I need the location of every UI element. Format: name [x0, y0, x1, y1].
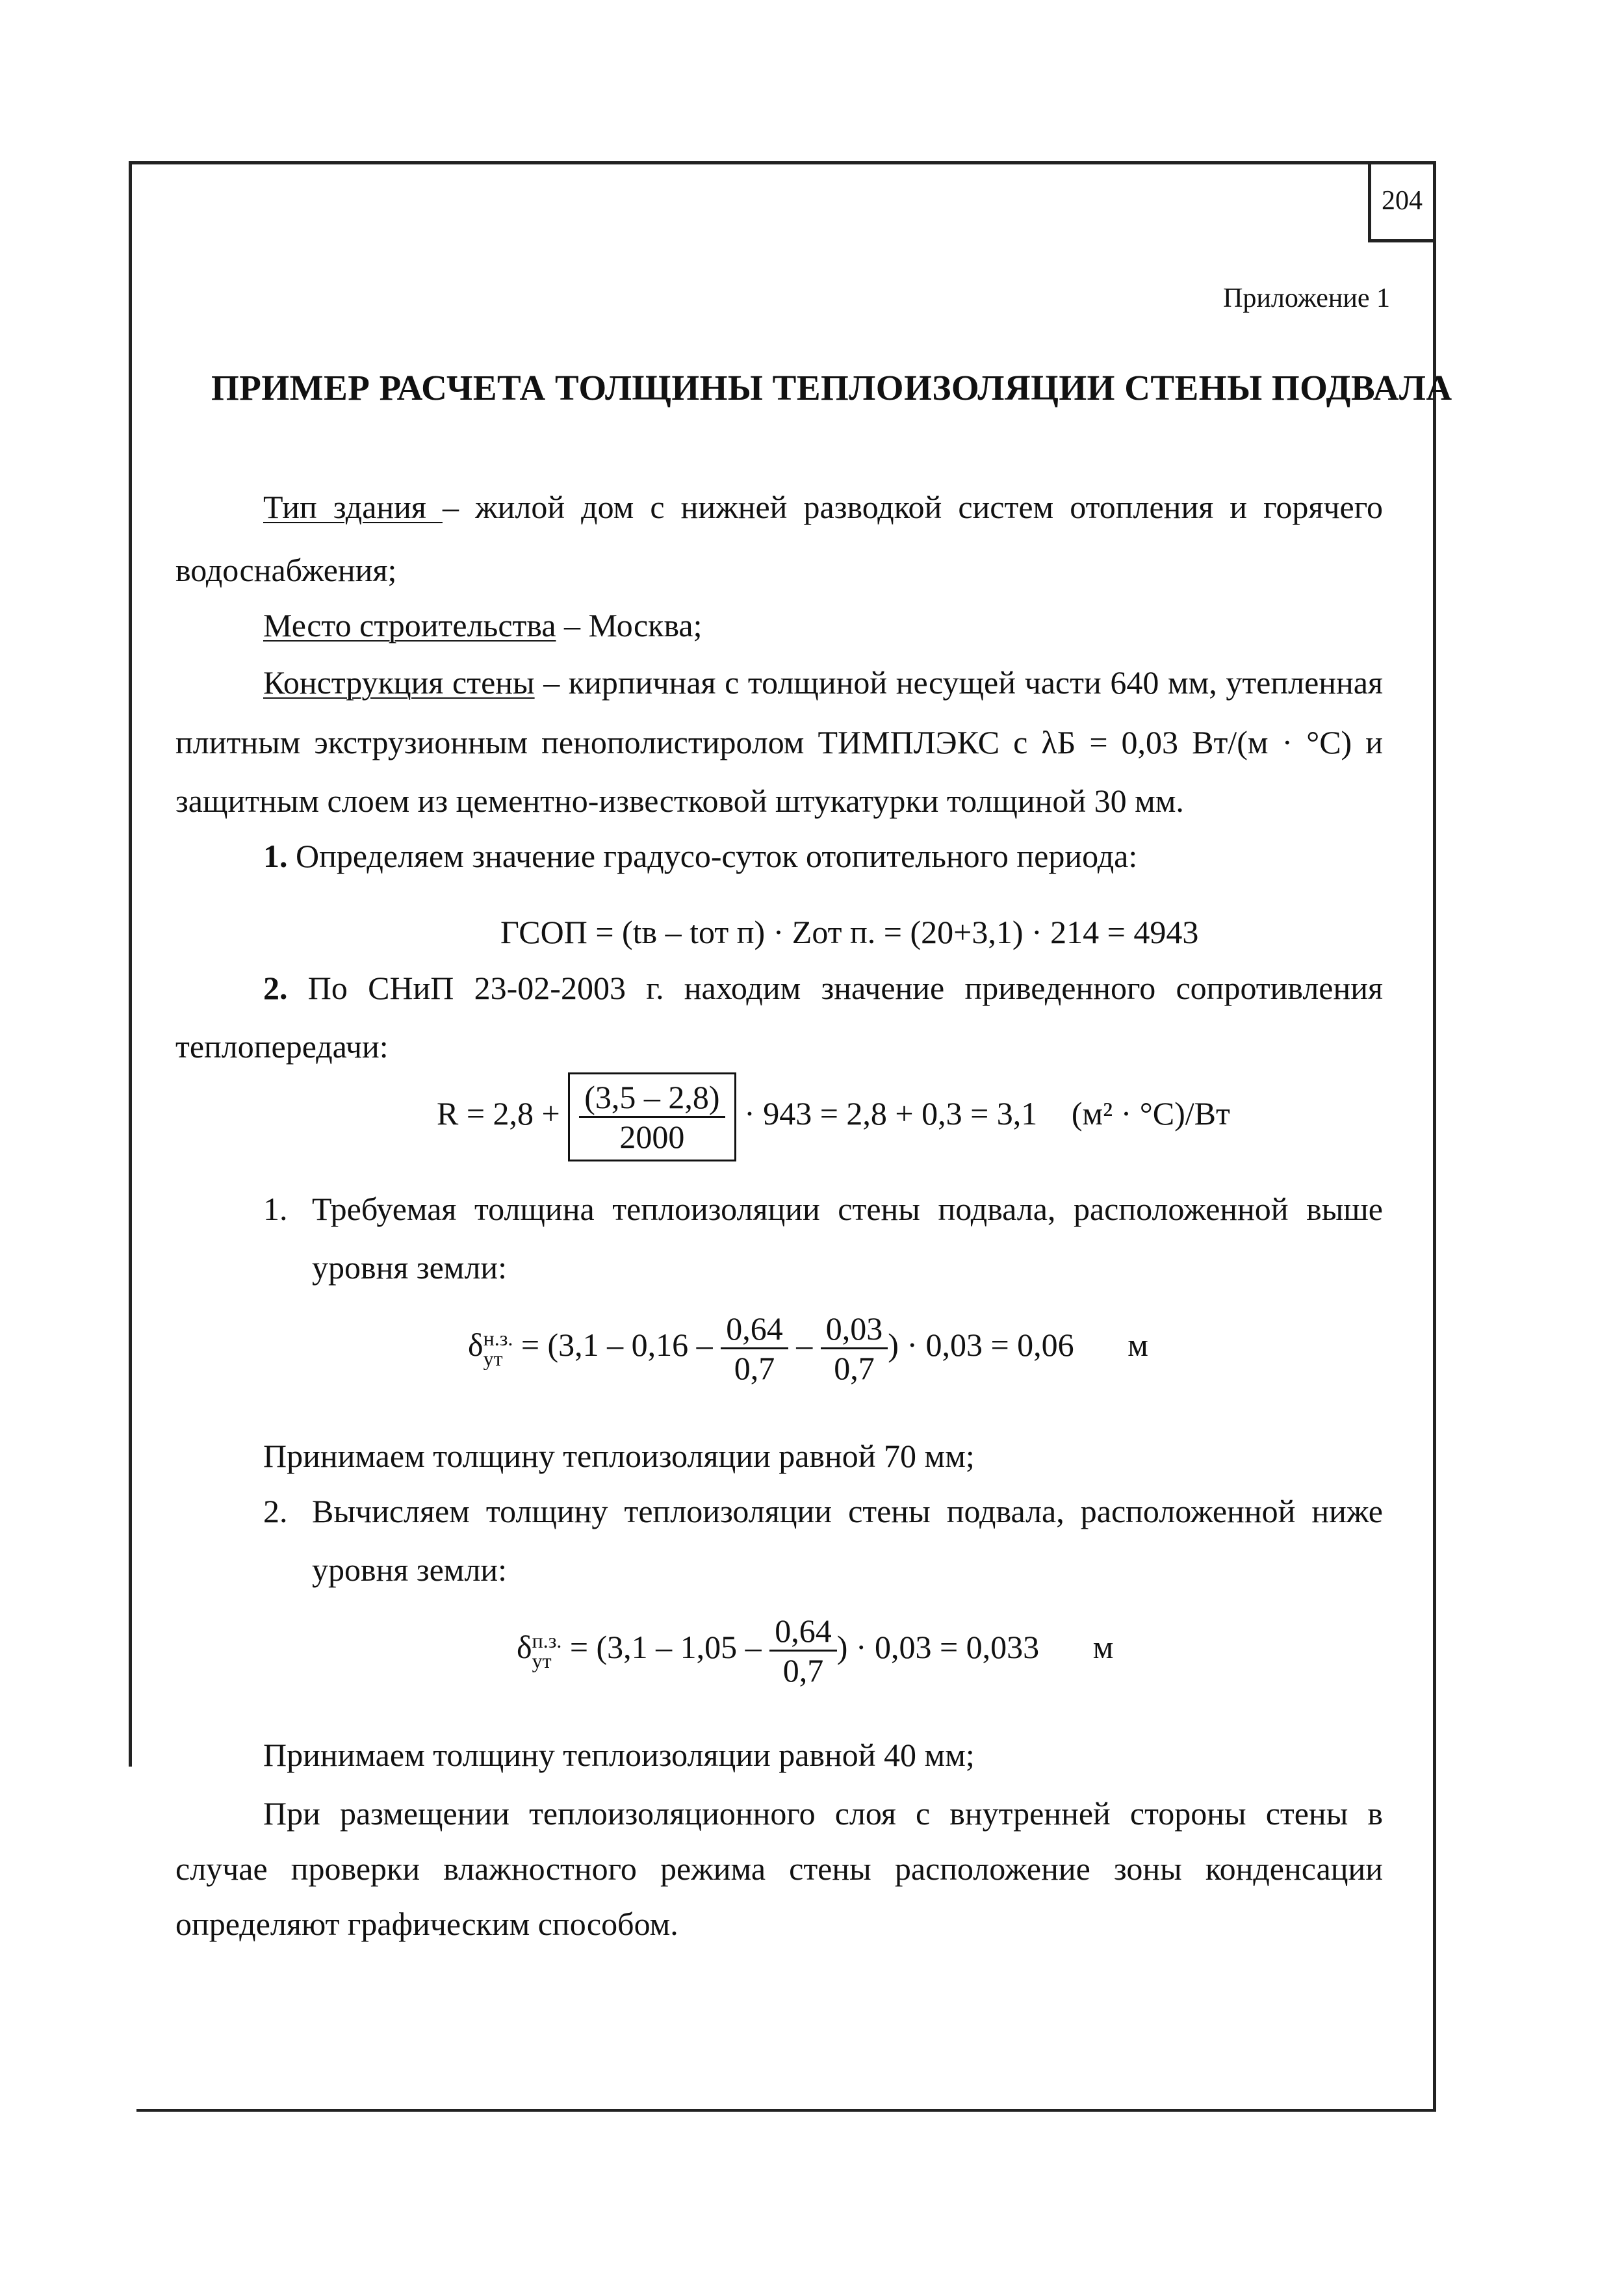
frame-left-line — [129, 161, 132, 1767]
frame-right-line — [1433, 161, 1436, 2111]
step1-text: Определяем значение градусо-суток отопительного периода: — [287, 838, 1138, 874]
building-type-label: Тип здания — [263, 489, 443, 525]
wall-text: – кирпичная с толщиной несущей части 640 мм, утепленная — [534, 664, 1383, 701]
below-formula-mid: = (3,1 – 1,05 – — [569, 1628, 762, 1665]
closing-line1: При размещении теплоизоляционного слоя с внутренней стороны стены в — [263, 1795, 1383, 1832]
step2-number: 2. — [263, 970, 288, 1006]
above-unit: м — [1128, 1326, 1148, 1363]
item2-line1: Вычисляем толщину теплоизоляции стены подвала, расположенной ниже — [312, 1493, 1383, 1529]
location-line — [263, 609, 702, 642]
resistance-rhs: · 943 = 2,8 + 0,3 = 3,1 — [744, 1095, 1038, 1132]
page-title: ПРИМЕР РАСЧЕТА ТОЛЩИНЫ ТЕПЛОИЗОЛЯЦИИ СТЕНЫ ПОДВАЛА — [211, 368, 1452, 408]
below-delta-indices — [532, 1631, 562, 1670]
step1-number: 1. — [263, 838, 288, 874]
above-delta: δ — [468, 1326, 483, 1363]
below-ground-formula — [517, 1612, 1113, 1689]
location-label: Место строительства — [263, 607, 556, 643]
step1-line — [263, 840, 1137, 872]
item1-line2: уровня земли: — [312, 1249, 508, 1286]
appendix-label: Приложение 1 — [1223, 283, 1390, 313]
below-delta-sup: п.з. — [532, 1629, 562, 1653]
item2-accept: Принимаем толщину теплоизоляции равной 40 мм; — [263, 1737, 975, 1773]
building-type-line2: водоснабжения; — [175, 552, 397, 588]
below-fraction-num: 0,64 — [769, 1612, 837, 1652]
resistance-numerator: (3,5 – 2,8) — [579, 1078, 725, 1118]
step2-line2: теплопередачи: — [175, 1028, 389, 1065]
resistance-lhs: R = 2,8 + — [437, 1095, 560, 1132]
above-fraction-2-num: 0,03 — [821, 1310, 888, 1349]
resistance-bracket — [568, 1072, 736, 1161]
item1-accept: Принимаем толщину теплоизоляции равной 70 мм; — [263, 1438, 975, 1474]
above-minus: – — [796, 1326, 813, 1363]
step2-line1 — [263, 972, 1383, 1004]
location-text: – Москва; — [556, 607, 702, 643]
frame-top-line — [129, 161, 1436, 164]
resistance-unit: (м² · °С)/Вт — [1071, 1095, 1230, 1132]
gsop-formula: ГСОП = (tв – tот п) · Zот п. = (20+3,1) · 214 = 4943 — [500, 914, 1199, 950]
above-delta-indices — [483, 1329, 513, 1368]
below-unit: м — [1092, 1628, 1114, 1665]
resistance-fraction — [579, 1078, 725, 1156]
below-formula-end: ) · 0,03 = 0,033 — [836, 1628, 1040, 1665]
item2-number: 2. — [263, 1493, 288, 1529]
above-fraction-1-num: 0,64 — [721, 1310, 788, 1349]
below-delta: δ — [517, 1628, 532, 1665]
above-formula-end: ) · 0,03 = 0,06 — [888, 1326, 1074, 1363]
above-delta-sup: н.з. — [483, 1327, 513, 1351]
closing-line2: случае проверки влажностного режима стены расположение зоны конденсации — [175, 1850, 1383, 1887]
above-fraction-2-den: 0,7 — [834, 1350, 875, 1386]
wall-line1 — [263, 666, 1383, 699]
building-type-text: – жилой дом с нижней разводкой систем отопления и горячего — [442, 489, 1383, 525]
above-delta-sub: ут — [483, 1346, 503, 1370]
below-fraction — [769, 1612, 837, 1689]
resistance-formula — [437, 1072, 1230, 1161]
building-type-line1 — [263, 491, 1383, 523]
item1-line1: Требуемая толщина теплоизоляции стены подвала, расположенной выше — [312, 1191, 1383, 1227]
above-ground-formula — [468, 1310, 1148, 1387]
above-fraction-2 — [821, 1310, 888, 1387]
below-fraction-den: 0,7 — [782, 1652, 824, 1689]
wall-line3: защитным слоем из цементно-известковой штукатурки толщиной 30 мм. — [175, 783, 1184, 819]
closing-line3: определяют графическим способом. — [175, 1906, 678, 1942]
step2-text: По СНиП 23-02-2003 г. находим значение приведенного сопротивления — [287, 970, 1383, 1006]
above-formula-mid: = (3,1 – 0,16 – — [521, 1326, 713, 1363]
item2-line2: уровня земли: — [312, 1551, 508, 1588]
frame-bottom-line — [136, 2109, 1436, 2112]
wall-label: Конструкция стены — [263, 664, 535, 701]
wall-line2: плитным экструзионным пенополистиролом ТИМПЛЭКС с λБ = 0,03 Вт/(м · °С) и — [175, 724, 1383, 760]
item1-number: 1. — [263, 1191, 288, 1227]
above-fraction-1-den: 0,7 — [734, 1350, 775, 1386]
page-number: 204 — [1382, 186, 1423, 216]
below-delta-sub: ут — [532, 1648, 552, 1672]
resistance-denominator: 2000 — [619, 1119, 685, 1155]
above-fraction-1 — [721, 1310, 788, 1387]
